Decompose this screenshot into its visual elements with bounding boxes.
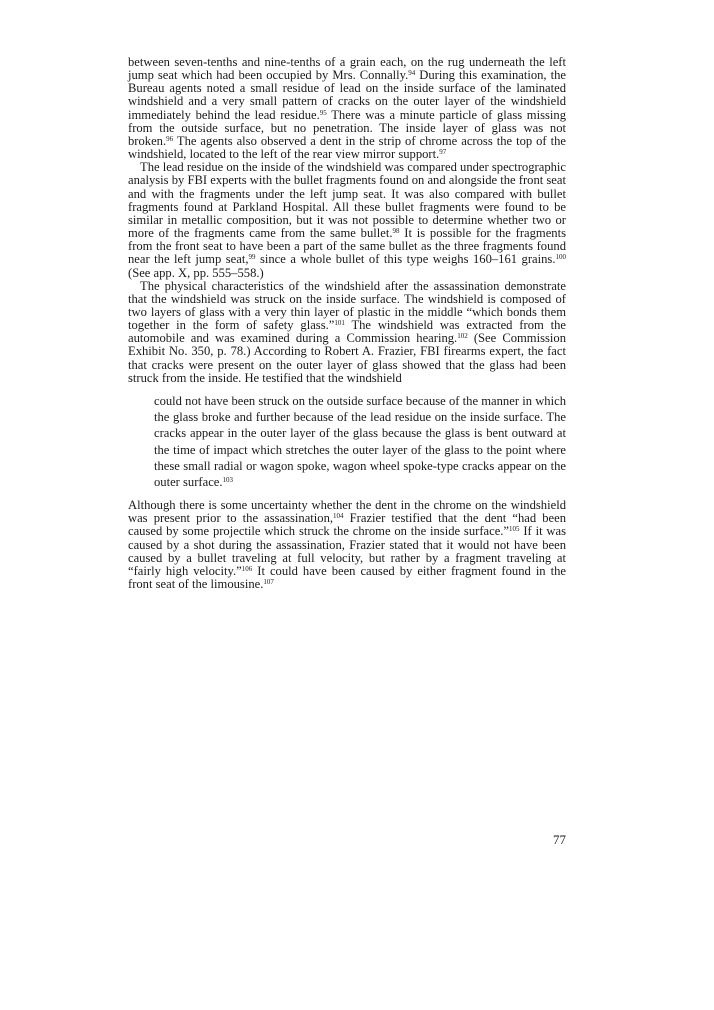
footnote-ref: 105 <box>509 525 520 534</box>
text-run: Although there is some uncertainty whether the dent in the chrome on the windshield was present prior to the assassination, <box>128 498 566 526</box>
text-run: The windshield was extracted from the automobile and was examined during a Commission hearing. <box>128 318 566 346</box>
text-run: (See Commission Exhibit No. 350, p. 78.) According to Robert A. Frazier, FBI firearms expert, the fact that cracks were present on the outer layer of glass showed that the glass had been struck from the inside. He testified that the windshield <box>128 331 566 385</box>
text-run: There was a minute particle of glass missing from the outside surface, but no penetration. The inside layer of glass was not broken. <box>128 107 566 148</box>
text-run: The agents also observed a dent in the strip of chrome across the top of the windshield, located to the left of the rear view mirror support. <box>128 133 566 162</box>
footnote-ref: 100 <box>555 253 566 262</box>
paragraph-chrome-dent <box>128 499 566 591</box>
text-run: between seven-tenths and nine-tenths of a grain each, on the rug underneath the left jump seat which had been occupied by Mrs. Connally. <box>128 55 566 83</box>
footnote-ref: 99 <box>248 253 256 262</box>
footnote-ref: 102 <box>457 332 468 341</box>
footnote-ref: 96 <box>166 134 174 143</box>
text-run: could not have been struck on the outside surface because of the manner in which the glass broke and further because of the lead residue on the inside surface. The cracks appear in the outer layer of the glass because the glass is bent outward at the time of impact which stretches the outer layer of the glass to the point where these small radial or wagon spoke, wagon wheel spoke-type cracks appear on the outer surface. <box>154 393 566 489</box>
text-run: The physical characteristics of the windshield after the assassination demonstrate that the windshield was struck on the inside surface. The windshield is composed of two layers of glass with a very thin layer of plastic in the middle “which bonds them together in the form of safety glass.” <box>128 278 566 333</box>
paragraph-continued <box>128 56 566 161</box>
testimony-quote <box>154 393 566 490</box>
text-run: since a whole bullet of this type weighs 160–161 grains. <box>255 252 556 267</box>
footnote-ref: 104 <box>333 512 344 521</box>
text-run: If it was caused by a shot during the assassination, Frazier stated that it would not have been caused by a bullet traveling at full velocity, but rather by a fragment traveling at “fairly high velocity.” <box>128 524 567 578</box>
text-run: Frazier testified that the dent “had been caused by some projectile which struck the chrome on the inside surface.” <box>128 511 567 539</box>
footnote-ref: 106 <box>241 564 253 573</box>
footnote-ref: 97 <box>439 148 447 157</box>
text-run: During this examination, the Bureau agents noted a small residue of lead on the inside surface of the laminated windshield and a very small pattern of cracks on the outer layer of the windshield immediately behind the lead residue. <box>128 68 566 122</box>
text-column <box>128 56 566 591</box>
footnote-ref: 95 <box>319 108 327 117</box>
footnote-ref: 94 <box>408 69 416 78</box>
footnote-ref: 98 <box>392 227 400 236</box>
text-run: It is possible for the fragments from the front seat to have been a part of the same bullet as the three fragments found near the left jump seat, <box>128 226 566 267</box>
paragraph-windshield-characteristics <box>128 280 566 385</box>
paragraph-lead-residue <box>128 161 566 279</box>
footnote-ref: 107 <box>263 578 274 587</box>
footnote-ref: 101 <box>334 319 345 328</box>
text-run: (See app. X, pp. 555–558.) <box>128 265 264 280</box>
text-run: The lead residue on the inside of the windshield was compared under spectrographic analysis by FBI experts with the bullet fragments found on and alongside the front seat and with the fragments under the left jump seat. It was also compared with bullet fragments found at Parkland Hospital. All these bullet fragments were found to be similar in metallic composition, but it was not possible to determine whether two or more of the fragments came from the same bullet. <box>128 160 566 241</box>
page-number: 77 <box>553 832 566 847</box>
footnote-ref: 103 <box>222 475 234 484</box>
text-run: It could have been caused by either fragment found in the front seat of the limousine. <box>128 563 566 592</box>
